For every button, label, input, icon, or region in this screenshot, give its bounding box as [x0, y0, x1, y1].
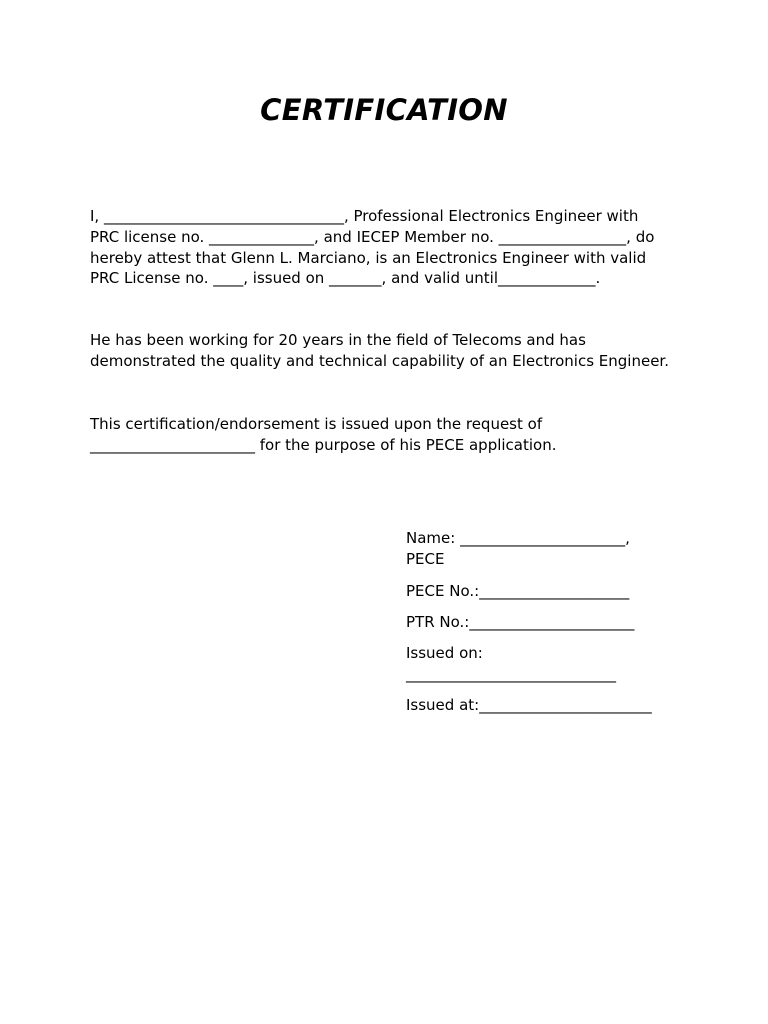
signature-issued-at-field: Issued at:_______________________ — [406, 696, 652, 714]
attestation-line: I, ________________________________, Professional Electronics Engineer with — [90, 207, 639, 225]
attestation-line: PRC License no. ____, issued on _______, and valid until_____________. — [90, 269, 601, 288]
purpose-paragraph — [90, 414, 690, 456]
signature-name-line: Name: ______________________, — [406, 529, 630, 547]
issued-on-label: Issued on: — [406, 644, 483, 662]
issued-on-blank: ____________________________ — [406, 665, 616, 683]
signature-title-line: PECE — [406, 550, 445, 568]
attestation-paragraph — [90, 206, 690, 289]
signature-issued-on-field — [406, 643, 706, 685]
attestation-line: hereby attest that Glenn L. Marciano, is an Electronics Engineer with valid — [90, 248, 647, 267]
experience-line: demonstrated the quality and technical capability of an Electronics Engineer. — [90, 351, 669, 370]
experience-line: He has been working for 20 years in the field of Telecoms and has — [90, 331, 586, 349]
signature-name-field — [406, 528, 706, 570]
experience-paragraph — [90, 330, 690, 372]
attestation-line: PRC license no. ______________, and IECEP Member no. _________________, do — [90, 227, 655, 246]
signature-pece-no-field: PECE No.:____________________ — [406, 582, 630, 600]
purpose-line: ______________________ for the purpose of his PECE application. — [90, 435, 557, 454]
document-title: CERTIFICATION — [260, 93, 508, 127]
purpose-line: This certification/endorsement is issued upon the request of — [90, 415, 543, 433]
signature-ptr-no-field: PTR No.:______________________ — [406, 613, 635, 631]
